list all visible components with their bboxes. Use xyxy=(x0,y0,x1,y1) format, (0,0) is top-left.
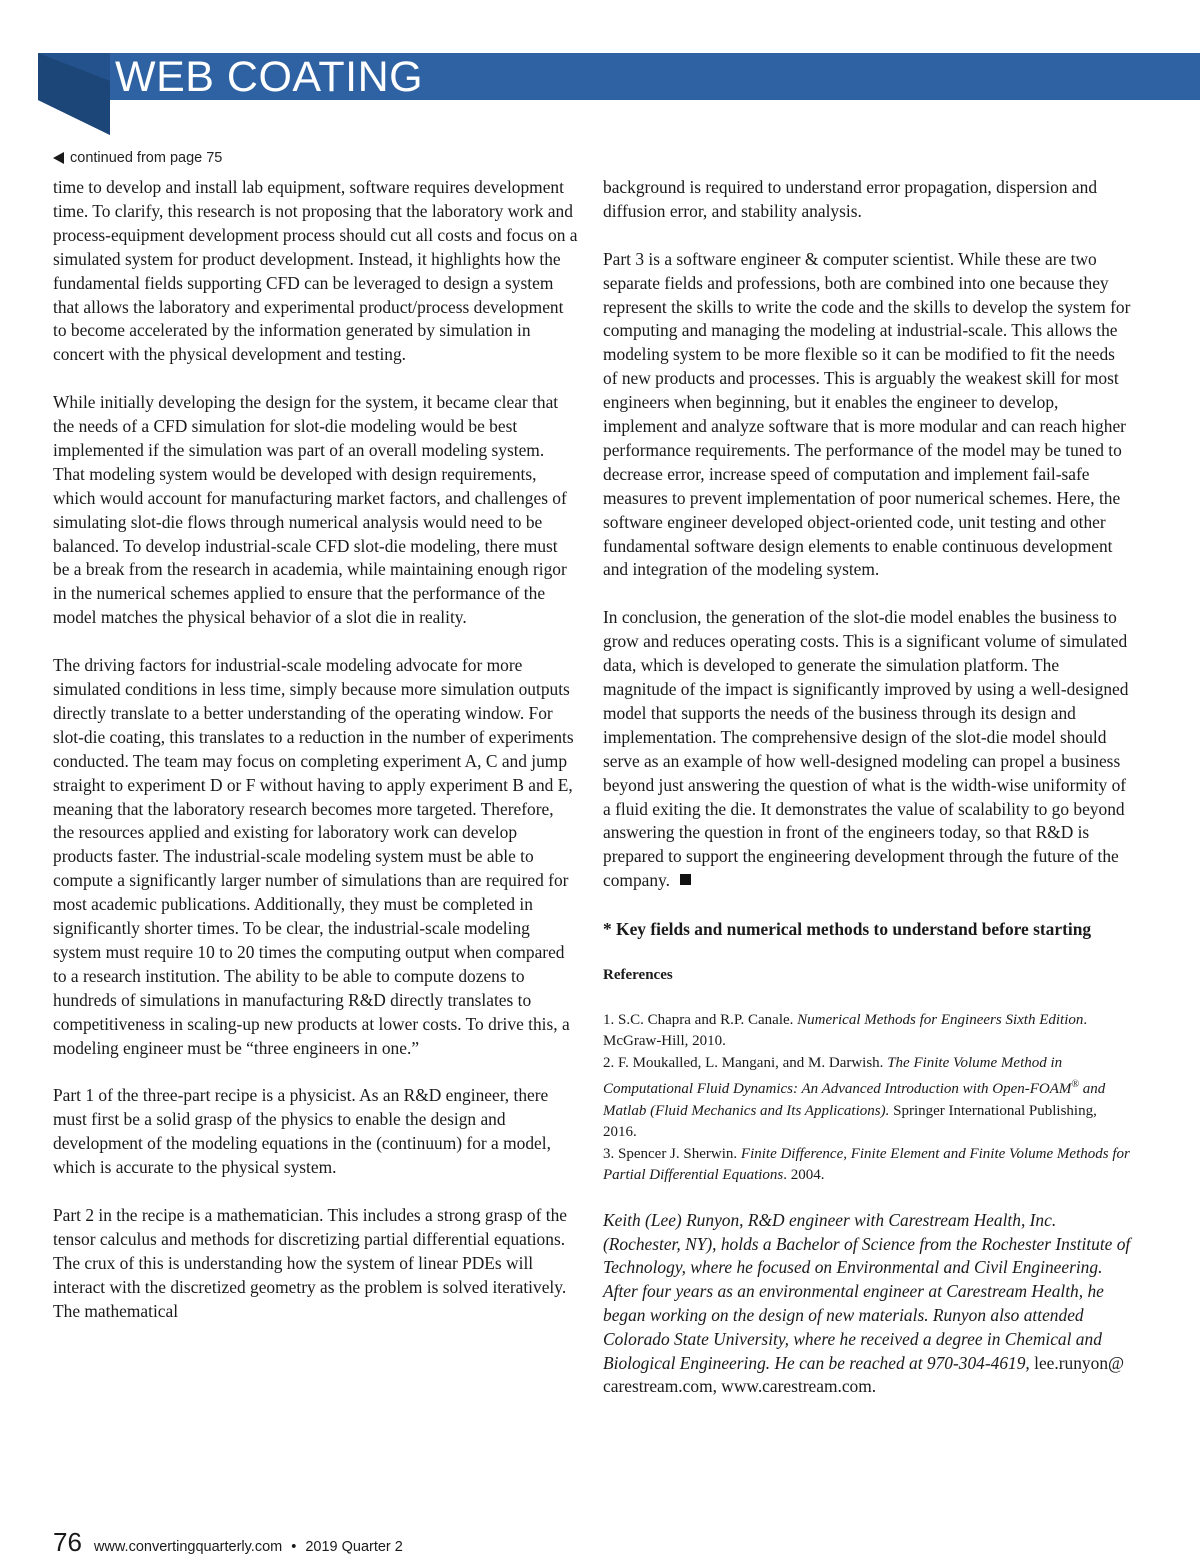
author-bio xyxy=(603,1209,1133,1399)
references-list xyxy=(603,1010,1133,1187)
page-number: 76 xyxy=(53,1527,82,1557)
body-paragraph: Part 1 of the three-part recipe is a physicist. As an R&D engineer, there must first be a solid grasp of the physics to enable the design and development of the modeling equations in the (continuum) for a model, which is accurate to the physical system. xyxy=(53,1085,551,1178)
body-paragraph: time to develop and install lab equipment, software requires development time. To clarify, this research is not proposing that the laboratory work and process-equipment development process should cut all costs and focus on a simulated system for product development. Instead, it highlights how the fundamental fields supporting CFD can be leveraged to design a system that allows the laboratory and experimental product/process development to become accelerated by the information generated by simulation in concert with the physical development and testing. xyxy=(53,177,578,365)
author-bio-text: Keith (Lee) Runyon, R&D engineer with Carestream Health, Inc. (Rochester, NY), holds a Bachelor of Science from the Rochester Institute of Technology, where he focused on Environmental and Civil Engineering. After four years as an environmental engineer at Carestream Health, he began working on the design of new materials. Runyon also attended Colorado State University, where he received a degree in Chemical and Biological Engineering. He can be reached at 970-304-4619, xyxy=(603,1209,1131,1373)
body-paragraph: Part 2 in the recipe is a mathematician. This includes a strong grasp of the tensor calculus and methods for discretizing partial differential equations. The crux of this is understanding how the system of linear PDEs will interact with the discretized geometry as the problem is solved iteratively. The mathematical xyxy=(53,1204,568,1321)
references-title: References xyxy=(603,966,673,983)
author-contact: lee.runyon@ carestream.com, www.carestream.com. xyxy=(603,1352,1125,1397)
footer-website[interactable]: www.convertingquarterly.com xyxy=(93,1539,283,1555)
footer-issue: 2019 Quarter 2 xyxy=(305,1539,403,1555)
body-paragraph: The driving factors for industrial-scale modeling advocate for more simulated conditions in less time, simply because more simulation outputs directly translate to a better understanding of the operating window. For slot-die coating, this translates to a reduction in the number of experiments conducted. The team may focus on completing experiment A, C and jump straight to experiment D or F without having to apply experiment B and E, meaning that the laboratory research becomes more targeted. Therefore, the resources applied and existing for laboratory work can develop products faster. The industrial-scale modeling system must be able to compute a significantly larger number of simulations than are required for most academic publications. Additionally, they must be completed in significantly shorter times. To be clear, the industrial-scale modeling system must require 10 to 20 times the computing output when compared to a research institution. The ability to be able to compute dozens to hundreds of simulations in manufacturing R&D directly translates to competitiveness in scaling-up new products at lower costs. To drive this, a modeling engineer must be “three engineers in one.” xyxy=(53,655,574,1058)
footer-separator: • xyxy=(291,1539,297,1555)
end-of-article-icon xyxy=(680,874,691,885)
banner-flap-decoration xyxy=(38,53,110,135)
continued-text: continued from page 75 xyxy=(70,150,223,166)
section-title: WEB COATING xyxy=(115,53,424,101)
left-column xyxy=(53,176,578,1323)
key-fields-heading: * Key fields and numerical methods to understand before starting xyxy=(603,919,1092,940)
reference-item: 3. Spencer J. Sherwin. Finite Difference, Finite Element and Finite Volume Methods for Partial Differential Equations. 2004. xyxy=(603,1145,1130,1184)
conclusion-text: In conclusion, the generation of the slot-die model enables the business to grow and reduces operating costs. This is a significant volume of simulated data, which is developed to generate the simulation platform. The magnitude of the impact is significantly improved by using a well-designed model that supports the needs of the business through its design and implementation. The comprehensive design of the slot-die model should serve as an example of how well-designed modeling can propel a business beyond just answering the question of what is the width-wise uniformity of a fluid exiting the die. It demonstrates the value of scalability to go beyond answering the question in front of the engineers today, so that R&D is prepared to support the engineering development through the future of the company. xyxy=(603,607,1129,891)
reference-item: 1. S.C. Chapra and R.P. Canale. Numerical Methods for Engineers Sixth Edition. McGraw-Hill, 2010. xyxy=(603,1011,1088,1050)
body-paragraph: Part 3 is a software engineer & computer scientist. While these are two separate fields and professions, both are combined into one because they represent the skills to write the code and the skills to develop the system for computing and managing the modeling at industrial-scale. This allows the modeling system to be more flexible so it can be modified to fit the needs of new products and processes. This is arguably the weakest skill for most engineers when beginning, but it enables the engineer to develop, implement and analyze software that is more modular and can reach higher performance requirements. The performance of the model may be tuned to decrease error, increase speed of computation and implement fail-safe measures to prevent implementation of poor numerical schemes. Here, the software engineer developed object-oriented code, unit testing and other fundamental software design elements to enable continuous development and integration of the modeling system. xyxy=(603,248,1131,580)
body-paragraph: background is required to understand error propagation, dispersion and diffusion error, and stability analysis. xyxy=(603,177,1098,221)
right-column xyxy=(603,176,1133,1423)
page-footer xyxy=(53,1527,403,1558)
reference-item: 2. F. Moukalled, L. Mangani, and M. Darwish. The Finite Volume Method in Computational Fluid Dynamics: An Advanced Introduction with Open-FOAM® and Matlab (Fluid Mechanics and Its Applications). Springer International Publishing, 2016. xyxy=(603,1054,1106,1141)
conclusion-paragraph xyxy=(603,606,1133,893)
body-paragraph: While initially developing the design for the system, it became clear that the needs of a CFD simulation for slot-die modeling would be best implemented if the simulation was part of an overall modeling system. That modeling system would be developed with design requirements, which would account for manufacturing market factors, and challenges of simulating slot-die flows through numerical analysis would need to be balanced. To develop industrial-scale CFD slot-die modeling, there must be a break from the research in academia, while maintaining enough rigor in the numerical schemes applied to ensure that the performance of the model matches the physical behavior of a slot die in reality. xyxy=(53,392,567,628)
continued-note xyxy=(53,150,222,166)
left-arrow-icon xyxy=(53,152,64,164)
